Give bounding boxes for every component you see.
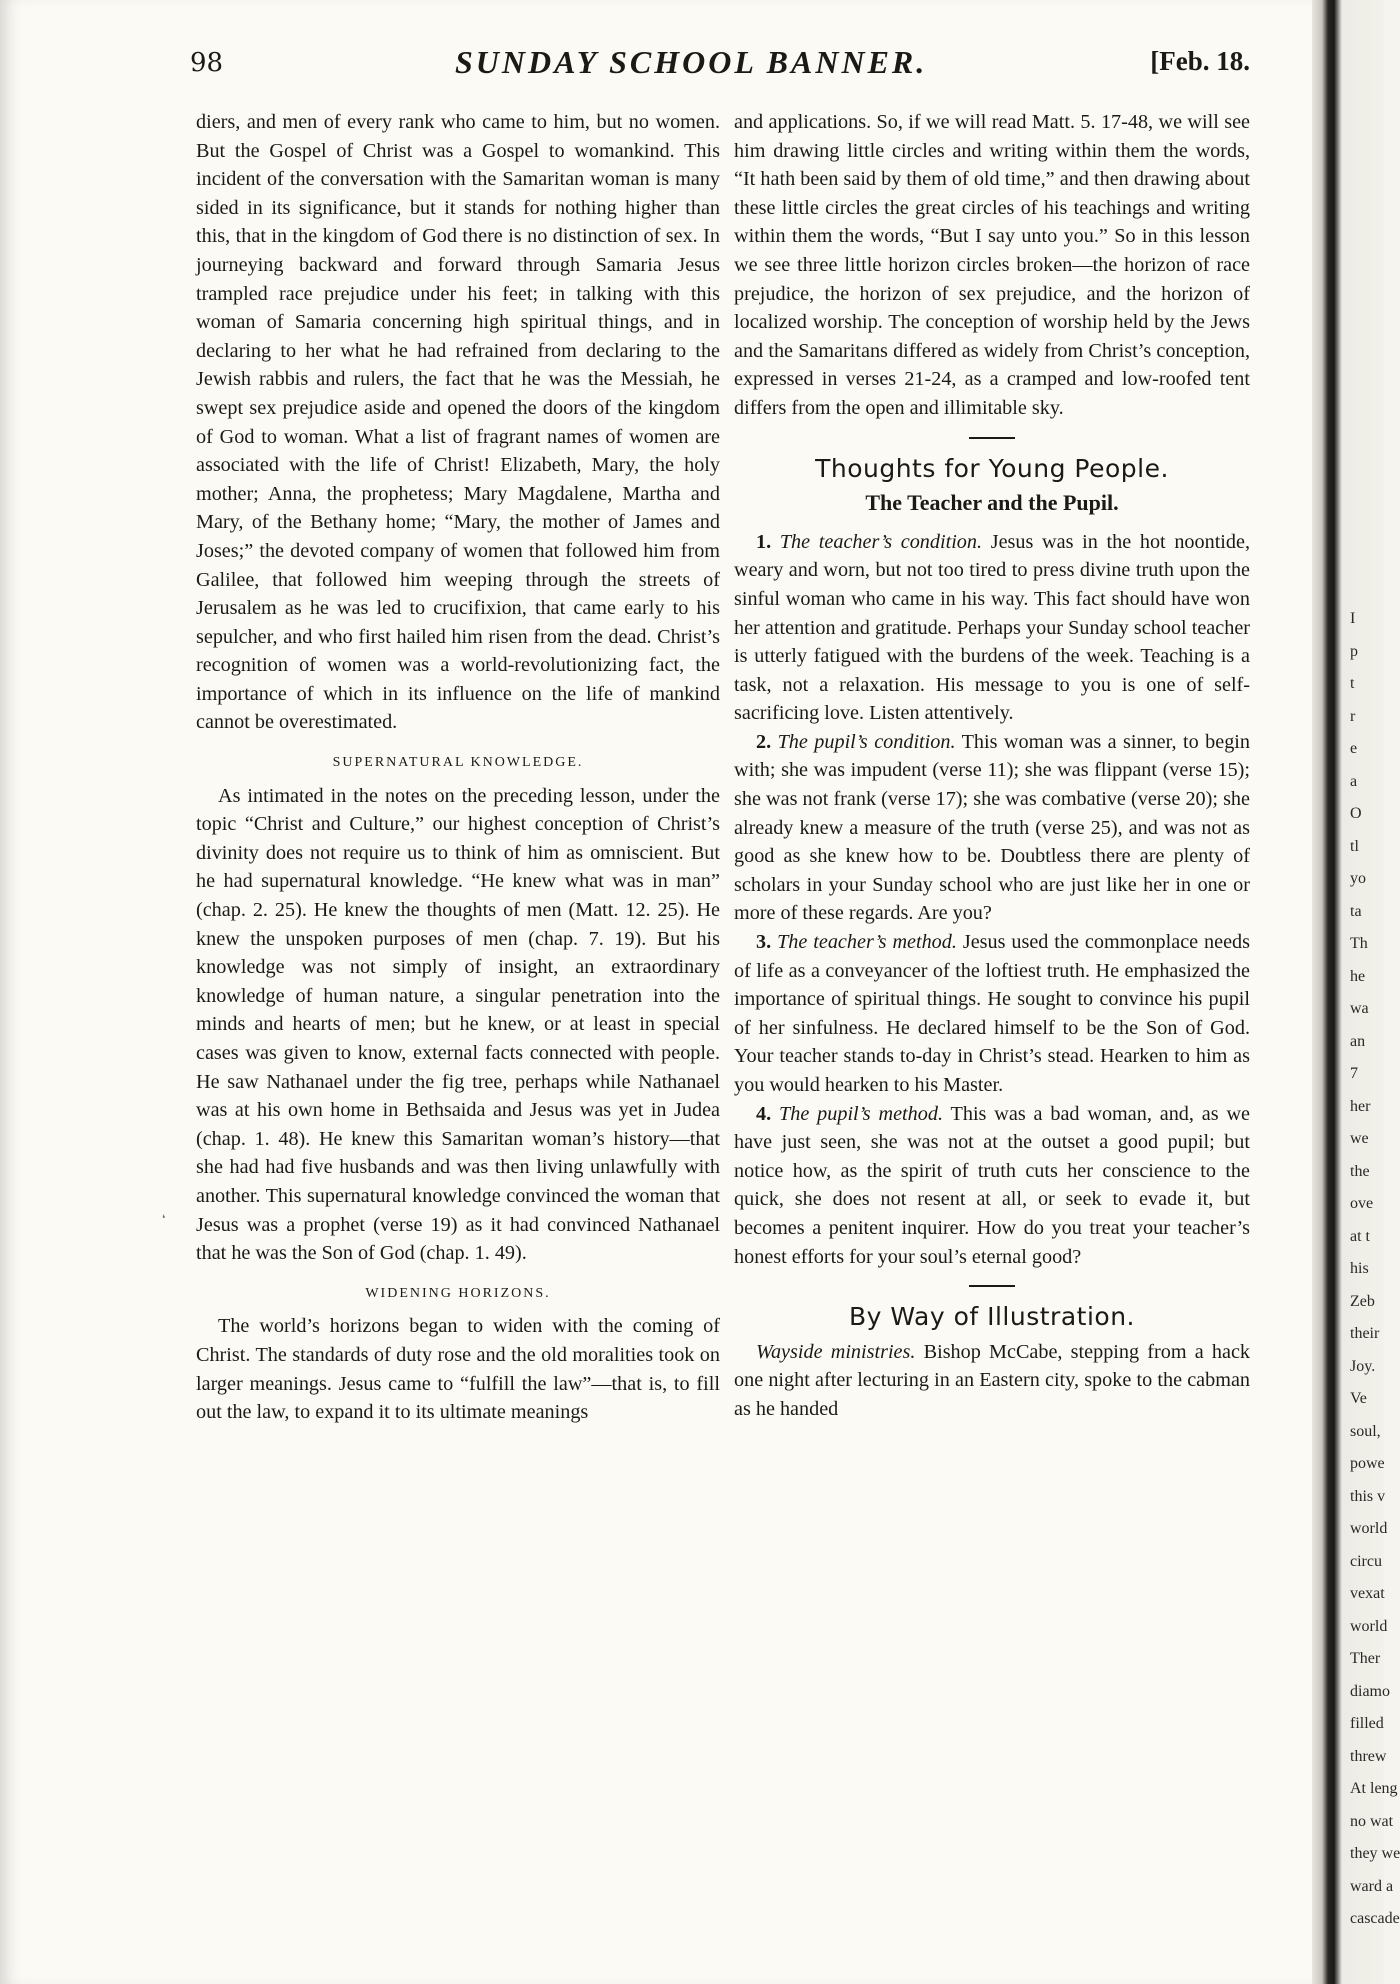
edge-fragment: this v — [1350, 1487, 1386, 1505]
edge-fragment: ove — [1350, 1195, 1374, 1212]
paragraph: diers, and men of every rank who came to him, but no women. But the Gospel of Christ was a Gospel to womankind. This incident of the conversation with the Samaritan woman is many sided in its significance, but it stands for nothing higher than this, that in the kingdom of God there is no distinction of sex. In journeying backward and forward through Samaria Jesus trampled race prejudice under his feet; in talking with this woman of Samaria concerning high spiritual things, and in declaring to her what he had refrained from declaring to the Jewish rabbis and rulers, the fact that he was the Messiah, he swept sex prejudice aside and opened the doors of the kingdom of God to woman. What a list of fragrant names of women are associated with the life of Christ! Elizabeth, Mary, the holy mother; Anna, the prophetess; Mary Magdalene, Martha and Mary, of the Bethany home; “Mary, the mother of James and Joses;” the devoted company of women that followed him from Galilee, that followed him weeping through the streets of Jerusalem as he was led to crucifixion, that came early to his sepulcher, and who first hailed him risen from the dead. Christ’s recognition of women was a world-revolutionizing fact, the importance of which in its influence on the life of mankind cannot be overestimated. — [196, 111, 720, 734]
running-title: SUNDAY SCHOOL BANNER. — [455, 44, 928, 80]
edge-fragment: t — [1350, 675, 1355, 692]
edge-fragment: we — [1350, 1130, 1369, 1147]
item-number: 4. — [756, 1102, 772, 1125]
item-title: The teacher’s condition. — [779, 530, 983, 553]
edge-fragment: they we — [1350, 1845, 1400, 1862]
edge-fragment: At leng — [1350, 1780, 1398, 1797]
issue-date: [Feb. 18. — [1150, 46, 1250, 76]
edge-fragment: ta — [1350, 902, 1362, 920]
edge-fragment: yo — [1350, 870, 1366, 887]
numbered-item — [734, 528, 1250, 728]
numbered-item — [734, 1100, 1250, 1272]
item-number: 2. — [756, 730, 772, 753]
edge-fragment: her — [1350, 1097, 1371, 1115]
item-number: 1. — [756, 530, 772, 553]
item-title: The pupil’s condition. — [777, 730, 956, 753]
section-title: By Way of Illustration. — [849, 1302, 1135, 1332]
edge-fragment: an — [1350, 1032, 1366, 1050]
right-column — [734, 108, 1250, 1424]
edge-fragment: world — [1350, 1520, 1388, 1537]
edge-fragment: cascade — [1350, 1910, 1400, 1927]
edge-fragment: 7 — [1350, 1065, 1358, 1082]
facing-page-edge — [1312, 0, 1400, 1984]
edge-fragment: threw — [1350, 1747, 1387, 1765]
edge-fragment: O — [1350, 805, 1362, 822]
edge-fragment: Th — [1350, 935, 1368, 952]
section-divider — [969, 1285, 1015, 1287]
edge-fragment: Zeb — [1350, 1292, 1375, 1310]
edge-fragment: ward a — [1350, 1877, 1394, 1895]
edge-fragment: he — [1350, 967, 1366, 985]
edge-fragment: p — [1350, 642, 1358, 660]
numbered-item — [734, 928, 1250, 1100]
edge-fragment: Ther — [1350, 1650, 1381, 1667]
edge-fragment: wa — [1350, 1000, 1369, 1017]
paragraph: and applications. So, if we will read Matt. 5. 17-48, we will see him drawing little circles and writing within them the words, “It hath been said by them of old time,” and then drawing about these little circles the great circles of his teachings and writing within them the words, “But I say unto you.” So in this lesson we see three little horizon circles broken—the horizon of race prejudice, the horizon of sex prejudice, and the horizon of localized worship. The conception of worship held by the Jews and the Samaritans differed as widely from Christ’s conception, expressed in verses 21-24, as a cramped and low-roofed tent differs from the open and illimitable sky. — [734, 111, 1250, 419]
edge-fragment: the — [1350, 1162, 1370, 1180]
item-number: 3. — [756, 931, 772, 954]
left-column — [196, 108, 720, 1427]
item-text: This woman was a sinner, to begin with; she was impudent (verse 11); she was flippant (verse 15); she was not frank (verse 17); she was combative (verse 20); she already knew a measure of the truth (verse 25), and was not as good as she knew how to be. Doubtless there are plenty of scholars in your Sunday school who are just like her in one or more of these regards. Are you? — [734, 730, 1251, 925]
section-title: Thoughts for Young People. — [815, 453, 1169, 483]
edge-fragment: powe — [1350, 1455, 1385, 1472]
subheading: WIDENING HORIZONS. — [365, 1285, 551, 1301]
page-number: 98 — [190, 48, 224, 78]
item-title: The pupil’s method. — [779, 1102, 943, 1125]
section-divider — [969, 437, 1015, 439]
edge-fragment: filled — [1350, 1715, 1384, 1732]
edge-fragment: r — [1350, 707, 1356, 725]
subheading: SUPERNATURAL KNOWLEDGE. — [332, 755, 584, 771]
edge-fragment: at t — [1350, 1227, 1370, 1245]
item-text: Jesus used the commonplace needs of life as a conveyancer of the loftiest truth. He emphasized the importance of spiritual things. He sought to convince his pupil of her sinfulness. He declared himself to be the Son of God. Your teacher stands to-day in Christ’s stead. Hearken to him as you would hearken to his Master. — [734, 931, 1251, 1096]
section-subtitle: The Teacher and the Pupil. — [865, 490, 1119, 516]
paragraph-lead: Wayside ministries. — [756, 1340, 916, 1363]
paragraph: The world’s horizons began to widen with the coming of Christ. The standards of duty rose and the old moralities took on larger meanings. Jesus came to “fulfill the law”—that is, to fill out the law, to expand it to its ultimate meanings — [196, 1315, 720, 1424]
numbered-item — [734, 728, 1250, 928]
edge-fragment: vexat — [1350, 1585, 1385, 1602]
item-title: The teacher’s method. — [777, 931, 957, 954]
edge-fragment: their — [1350, 1325, 1380, 1342]
edge-fragment: tl — [1350, 837, 1359, 855]
edge-fragment: no wat — [1350, 1812, 1394, 1830]
edge-fragment: diamo — [1350, 1682, 1390, 1700]
print-speck: ❛ — [162, 1214, 166, 1225]
edge-fragment: his — [1350, 1260, 1369, 1277]
edge-fragment: e — [1350, 740, 1358, 757]
edge-fragment: soul, — [1350, 1422, 1381, 1440]
paragraph: As intimated in the notes on the preceding lesson, under the topic “Christ and Culture,” our highest conception of Christ’s divinity does not require us to think of him as omniscient. But he had supernatural knowledge. “He knew what was in man” (chap. 2. 25). He knew the thoughts of men (Matt. 12. 25). He knew the unspoken purposes of men (chap. 7. 19). But his knowledge was not simply of insight, an extraordinary knowledge of human nature, a singular penetration into the minds and hearts of men; but he knew, or at least in special cases was given to know, external facts connected with people. He saw Nathanael under the fig tree, perhaps while Nathanael was at his own home in Bethsaida and Jesus was yet in Judea (chap. 1. 48). He knew this Samaritan woman’s history—that she had had five husbands and was then living unlawfully with another. This supernatural knowledge convinced the woman that Jesus was a prophet (verse 19) as it had convinced Nathanael that he was the Son of God (chap. 1. 49). — [196, 784, 720, 1265]
page-header — [190, 42, 1250, 82]
paragraph-text: Bishop McCabe, stepping from a hack one night after lecturing in an Eastern city, spoke to the cabman as he handed — [734, 1340, 1250, 1420]
edge-fragment: a — [1350, 772, 1358, 790]
edge-fragment: circu — [1350, 1552, 1382, 1570]
edge-fragment: Joy. — [1350, 1357, 1376, 1375]
edge-fragment: I — [1350, 610, 1356, 627]
item-text: Jesus was in the hot noontide, weary and worn, but not too tired to press divine truth upon the sinful woman who came in his way. This fact should have won her attention and gratitude. Perhaps your Sunday school teacher is utterly fatigued with the burdens of the week. Teaching is a task, not a relaxation. His message to you is one of self-sacrificing love. Listen attentively. — [734, 530, 1251, 725]
edge-fragment: Ve — [1350, 1390, 1367, 1407]
item-text: This was a bad woman, and, as we have just seen, she was not at the outset a good pupil; but notice how, as the spirit of truth cuts her conscience to the quick, she does not resent at all, or seek to evade it, but becomes a penitent inquirer. How do you treat your teacher’s honest efforts for your soul’s eternal good? — [734, 1102, 1251, 1268]
paragraph — [734, 1338, 1250, 1424]
edge-fragment: world — [1350, 1617, 1388, 1635]
